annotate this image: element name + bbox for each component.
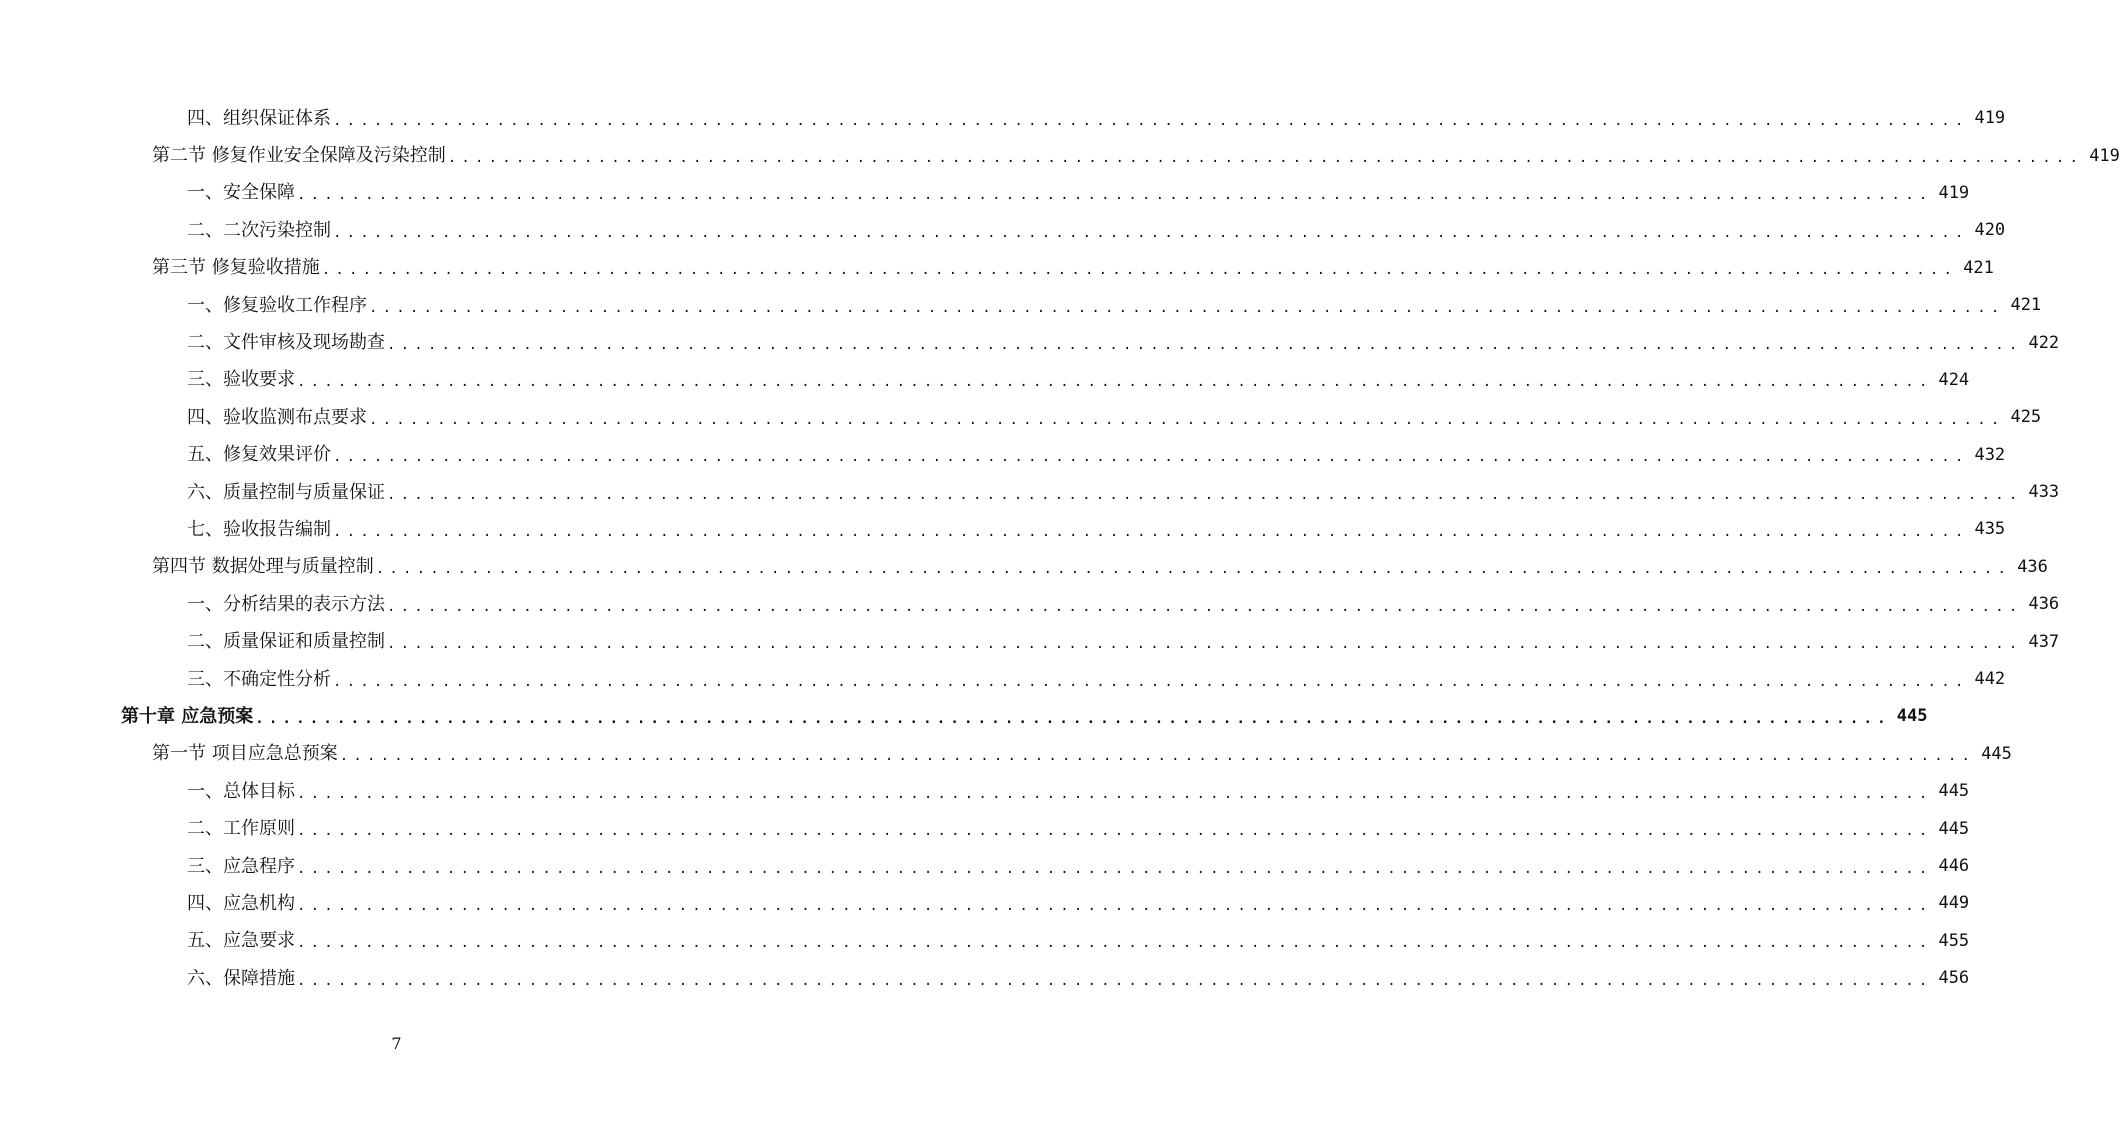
toc-entry-page-number: 419 — [2083, 148, 2120, 165]
toc-leader-dots: ........................................................................................................................ — [333, 449, 1969, 466]
toc-entry-label: 七、验收报告编制 — [187, 518, 331, 540]
toc-entry-label: 六、保障措施 — [187, 967, 295, 989]
toc-entry-label: 五、修复效果评价 — [187, 444, 331, 466]
toc-subsection-entry[interactable] — [187, 773, 1970, 810]
toc-leader-dots: ........................................................................................................................ — [333, 224, 1969, 241]
toc-leader-dots: ........................................................................................................................ — [297, 860, 1933, 877]
toc-entry-label: 四、验收监测布点要求 — [187, 406, 367, 428]
toc-section-entry[interactable] — [152, 137, 2120, 174]
toc-leader-dots: ........................................................................................................................ — [387, 636, 2023, 653]
toc-leader-dots: ........................................................................................................................ — [375, 561, 2012, 578]
toc-entry-label: 一、修复验收工作程序 — [187, 294, 367, 316]
toc-entry-page-number: 446 — [1932, 858, 1969, 875]
toc-leader-dots: ........................................................................................................................ — [321, 262, 1958, 279]
toc-subsection-entry[interactable] — [187, 175, 1970, 212]
toc-subsection-entry[interactable] — [187, 399, 2042, 436]
toc-subsection-entry[interactable] — [187, 848, 1970, 885]
toc-subsection-entry[interactable] — [187, 287, 2042, 324]
toc-leader-dots: ........................................................................................................................ — [339, 748, 1976, 765]
toc-entry-page-number: 437 — [2022, 634, 2059, 651]
toc-entry-label: 第二节 修复作业安全保障及污染控制 — [152, 145, 446, 167]
toc-entry-page-number: 424 — [1932, 372, 1969, 389]
toc-leader-dots: ........................................................................................................................ — [297, 823, 1933, 840]
toc-leader-dots: ........................................................................................................................ — [297, 785, 1933, 802]
toc-subsection-entry[interactable] — [187, 100, 2006, 137]
toc-entry-label: 三、应急程序 — [187, 855, 295, 877]
toc-subsection-entry[interactable] — [187, 437, 2006, 474]
toc-entry-page-number: 435 — [1968, 521, 2005, 538]
toc-subsection-entry[interactable] — [187, 324, 2060, 361]
toc-leader-dots: ........................................................................................................................ — [333, 523, 1969, 540]
toc-entry-page-number: 420 — [1968, 222, 2005, 239]
toc-entry-page-number: 422 — [2022, 335, 2059, 352]
toc-entry-label: 四、应急机构 — [187, 892, 295, 914]
toc-entry-page-number: 445 — [1932, 783, 1969, 800]
toc-subsection-entry[interactable] — [187, 511, 2006, 548]
toc-leader-dots: ........................................................................................................................ — [255, 710, 1891, 727]
toc-entry-page-number: 445 — [1932, 821, 1969, 838]
toc-entry-label: 二、文件审核及现场勘查 — [187, 332, 385, 354]
toc-leader-dots: ........................................................................................................................ — [369, 299, 2005, 316]
toc-entry-label: 一、分析结果的表示方法 — [187, 593, 385, 615]
toc-entry-label: 二、质量保证和质量控制 — [187, 631, 385, 653]
toc-subsection-entry[interactable] — [187, 661, 2006, 698]
toc-entry-page-number: 436 — [2011, 559, 2048, 576]
toc-subsection-entry[interactable] — [187, 960, 1970, 997]
toc-entry-page-number: 419 — [1968, 110, 2005, 127]
toc-entry-page-number: 445 — [1891, 708, 1928, 725]
toc-entry-label: 四、组织保证体系 — [187, 107, 331, 129]
toc-leader-dots: ........................................................................................................................ — [369, 411, 2005, 428]
toc-entry-label: 第四节 数据处理与质量控制 — [152, 556, 374, 578]
toc-leader-dots: ........................................................................................................................ — [387, 337, 2023, 354]
toc-entry-label: 二、工作原则 — [187, 818, 295, 840]
toc-subsection-entry[interactable] — [187, 810, 1970, 847]
toc-leader-dots: ........................................................................................................................ — [333, 112, 1969, 129]
toc-leader-dots: ........................................................................................................................ — [333, 673, 1969, 690]
toc-entry-page-number: 442 — [1968, 671, 2005, 688]
toc-entry-page-number: 421 — [2004, 297, 2041, 314]
toc-subsection-entry[interactable] — [187, 212, 2006, 249]
toc-entry-page-number: 421 — [1957, 260, 1994, 277]
toc-leader-dots: ........................................................................................................................ — [297, 935, 1933, 952]
toc-entry-label: 三、验收要求 — [187, 369, 295, 391]
toc-entry-page-number: 449 — [1932, 895, 1969, 912]
page-number: 7 — [391, 1034, 402, 1053]
toc-section-entry[interactable] — [152, 250, 1994, 287]
toc-chapter-entry[interactable] — [121, 698, 1928, 735]
toc-entry-label: 第一节 项目应急总预案 — [152, 743, 338, 765]
toc-entry-page-number: 456 — [1932, 970, 1969, 987]
toc-subsection-entry[interactable] — [187, 474, 2060, 511]
toc-entry-label: 一、安全保障 — [187, 182, 295, 204]
toc-subsection-entry[interactable] — [187, 885, 1970, 922]
toc-entry-label: 一、总体目标 — [187, 780, 295, 802]
toc-leader-dots: ........................................................................................................................ — [387, 486, 2023, 503]
toc-entry-label: 六、质量控制与质量保证 — [187, 481, 385, 503]
toc-leader-dots: ........................................................................................................................ — [297, 187, 1933, 204]
toc-leader-dots: ........................................................................................................................ — [297, 374, 1933, 391]
toc-leader-dots: ........................................................................................................................ — [387, 598, 2023, 615]
toc-entry-label: 二、二次污染控制 — [187, 219, 331, 241]
toc-section-entry[interactable] — [152, 549, 2048, 586]
toc-section-entry[interactable] — [152, 736, 2012, 773]
toc-entry-label: 五、应急要求 — [187, 930, 295, 952]
toc-leader-dots: ........................................................................................................................ — [297, 972, 1933, 989]
toc-entry-label: 三、不确定性分析 — [187, 668, 331, 690]
toc-entry-page-number: 419 — [1932, 185, 1969, 202]
toc-entry-page-number: 425 — [2004, 409, 2041, 426]
toc-entry-page-number: 432 — [1968, 447, 2005, 464]
toc-entry-page-number: 433 — [2022, 484, 2059, 501]
toc-subsection-entry[interactable] — [187, 586, 2060, 623]
toc-entry-page-number: 455 — [1932, 933, 1969, 950]
table-of-contents — [0, 100, 2120, 997]
toc-entry-page-number: 445 — [1975, 746, 2012, 763]
toc-leader-dots: ........................................................................................................................ — [297, 897, 1933, 914]
toc-entry-label: 第十章 应急预案 — [121, 705, 254, 727]
toc-subsection-entry[interactable] — [187, 362, 1970, 399]
toc-entry-label: 第三节 修复验收措施 — [152, 257, 320, 279]
toc-subsection-entry[interactable] — [187, 923, 1970, 960]
toc-leader-dots: ........................................................................................................................ — [447, 150, 2084, 167]
toc-entry-page-number: 436 — [2022, 596, 2059, 613]
toc-subsection-entry[interactable] — [187, 623, 2060, 660]
